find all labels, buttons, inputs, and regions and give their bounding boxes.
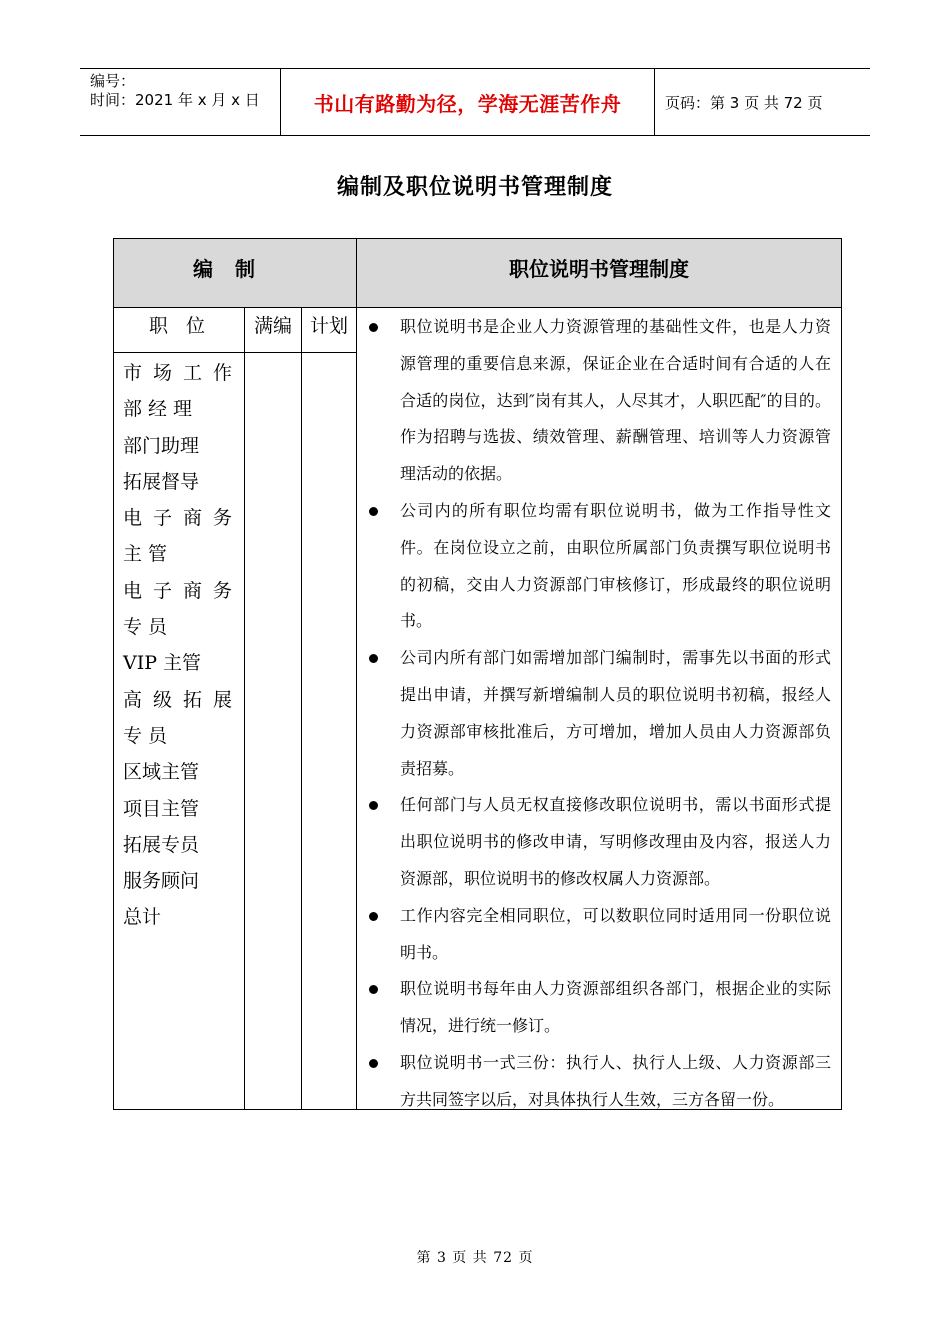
policy-section [357, 308, 841, 1109]
document-time-label: 时间：2021 年 x 月 x 日 [90, 91, 260, 109]
header-page-info: 页码：第 3 页 共 72 页 [665, 93, 823, 112]
position-item: 总计 [123, 906, 162, 929]
policy-item [357, 787, 831, 897]
position-item: 部门助理 [123, 434, 200, 457]
position-item: 项目主管 [123, 797, 200, 820]
bullet-icon [369, 1059, 378, 1068]
position-item: VIP 主管 [123, 652, 202, 675]
plan-column [302, 308, 356, 1109]
policy-text: 公司内的所有职位均需有职位说明书，做为工作指导性文件。在岗位设立之前，由职位所属部门负责撰写职位说明书的初稿，交由人力资源部门审核修订，形成最终的职位说明书。 [400, 500, 831, 631]
policy-text: 公司内所有部门如需增加部门编制时，需事先以书面的形式提出申请，并撰写新增编制人员的职位说明书初稿，报经人力资源部审核批准后，方可增加，增加人员由人力资源部负责招募。 [400, 648, 831, 778]
page-header [80, 68, 870, 136]
staffing-header: 编制 [114, 239, 357, 307]
position-item: 市场工作部经理 [123, 362, 238, 421]
full-quota-column-header: 满编 [245, 308, 301, 353]
position-item: 拓展专员 [123, 833, 200, 856]
bullet-icon [369, 985, 378, 994]
policy-text: 工作内容完全相同职位，可以数职位同时适用同一份职位说明书。 [400, 905, 831, 962]
policy-item [357, 640, 831, 787]
policy-text: 职位说明书一式三份：执行人、执行人上级、人力资源部三方共同签字以后，对具体执行人生效，三方各留一份。 [400, 1052, 831, 1109]
staffing-section [114, 308, 357, 1109]
position-item: 电子商务主管 [123, 507, 238, 566]
position-item: 高级拓展专员 [123, 688, 238, 747]
bullet-icon [369, 323, 378, 332]
policy-header: 职位说明书管理制度 [509, 257, 689, 281]
policy-text: 职位说明书是企业人力资源管理的基础性文件，也是人力资源管理的重要信息来源，保证企业在合适时间有合适的人在合适的岗位，达到″岗有其人，人尽其才，人职匹配″的目的。作为招聘与选拔、绩效管理、薪酬管理、培训等人力资源管理活动的依据。 [400, 317, 831, 484]
position-item: 电子商务专员 [123, 579, 238, 639]
document-title: 编制及职位说明书管理制度 [336, 175, 613, 200]
page-footer: 第 3 页 共 72 页 [416, 1250, 534, 1266]
policy-item [357, 493, 831, 640]
position-column-header: 职位 [114, 308, 244, 353]
bullet-icon [369, 507, 378, 516]
position-column [114, 308, 245, 1109]
position-list [114, 353, 244, 936]
table-header-row [114, 239, 841, 308]
policy-item [357, 898, 831, 972]
position-item: 区域主管 [123, 761, 200, 784]
policy-text: 职位说明书每年由人力资源部组织各部门，根据企业的实际情况，进行统一修订。 [400, 979, 831, 1036]
document-number-label: 编号： [90, 72, 136, 90]
plan-column-header: 计划 [302, 308, 356, 353]
policy-list [357, 308, 841, 1119]
policy-item [357, 1045, 831, 1119]
policy-item [357, 309, 831, 493]
staffing-table [113, 238, 842, 1110]
bullet-icon [369, 654, 378, 663]
policy-text: 任何部门与人员无权直接修改职位说明书，需以书面形式提出职位说明书的修改申请，写明修改理由及内容，报送人力资源部，职位说明书的修改权属人力资源部。 [400, 795, 831, 888]
position-item: 服务顾问 [123, 870, 200, 893]
bullet-icon [369, 801, 378, 810]
header-slogan: 书山有路勤为径，学海无涯苦作舟 [281, 69, 655, 135]
header-meta [80, 69, 281, 135]
bullet-icon [369, 912, 378, 921]
position-item: 拓展督导 [123, 470, 200, 493]
full-quota-column [245, 308, 302, 1109]
policy-item [357, 971, 831, 1045]
